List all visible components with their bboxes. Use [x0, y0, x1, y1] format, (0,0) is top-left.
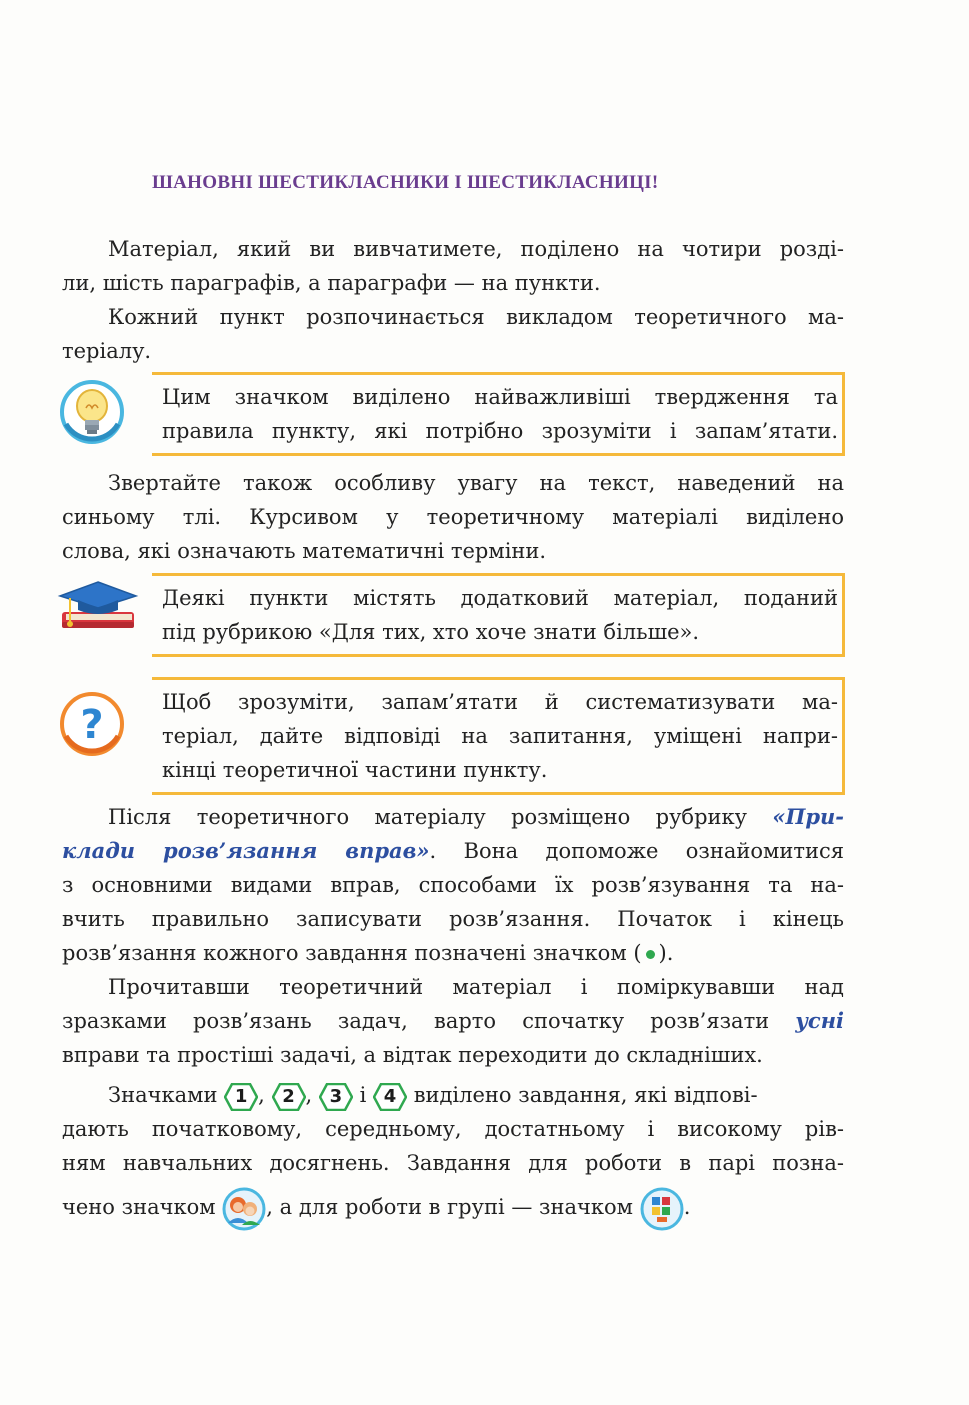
text-segment: і [359, 1083, 367, 1107]
oral-term: усні [795, 1008, 844, 1033]
svg-text:?: ? [80, 702, 104, 748]
rubric-title: «При- [772, 804, 844, 829]
paragraph-oral-exercises [62, 970, 844, 1072]
text-line: Деякі пункти містять додатковий матеріал, поданий [162, 586, 838, 610]
level-1-icon [224, 1083, 258, 1111]
text-segment: ). [658, 941, 674, 965]
graduation-cap-icon [56, 578, 140, 634]
text-segment: . Вона допоможе ознайомитися [429, 839, 844, 863]
text-segment: , [305, 1083, 313, 1107]
paragraph-theory [62, 300, 844, 368]
text-line [62, 834, 844, 868]
text-line: Прочитавши теоретичний матеріал і поміркувавши над [108, 975, 844, 999]
pair-work-icon [222, 1187, 266, 1231]
text-segment: чено значком [62, 1195, 216, 1219]
question-mark-icon [58, 690, 126, 758]
paragraph-examples [62, 800, 844, 970]
level-number: 3 [329, 1085, 343, 1107]
text-line: з основними видами вправ, способами їх розв’язування та на- [62, 873, 844, 897]
text-line: Щоб зрозуміти, запам’ятати й систематизувати ма- [162, 690, 838, 714]
text-line: Матеріал, який ви вивчатимете, поділено на чотири розді- [108, 237, 844, 261]
extra-material-box [152, 573, 845, 657]
text-line: ням навчальних досягнень. Завдання для роботи в парі позна- [62, 1151, 844, 1175]
text-line: правила пункту, які потрібно зрозуміти і запам’ятати. [162, 419, 838, 443]
text-segment: Після теоретичного матеріалу розміщено рубрику [108, 805, 773, 829]
paragraph-intro [62, 232, 844, 300]
text-line [62, 1004, 844, 1038]
green-dot-icon [646, 950, 655, 959]
text-line [62, 936, 844, 970]
text-line: дають початковому, середньому, достатньому і високому рів- [62, 1117, 844, 1141]
group-work-icon [640, 1187, 684, 1231]
text-segment: Значками [108, 1083, 218, 1107]
text-segment: зразками розв’язань задач, варто спочатку розв’язати [62, 1009, 796, 1033]
lightbulb-icon [58, 378, 126, 450]
level-number: 1 [234, 1085, 248, 1107]
text-segment: , а для роботи в групі — значком [266, 1195, 634, 1219]
level-number: 4 [383, 1085, 397, 1107]
text-line: вчить правильно записувати розв’язання. Початок і кінець [62, 907, 844, 931]
text-line: вправи та простіші задачі, а відтак переходити до складніших. [62, 1043, 763, 1067]
text-segment: розв’язання кожного завдання позначені значком ( [62, 941, 642, 965]
text-line: теріалу. [62, 339, 152, 363]
text-segment: виділено завдання, які відпові- [413, 1083, 758, 1107]
paragraph-blue-text [62, 466, 844, 568]
text-line: Кожний пункт розпочинається викладом теоретичного ма- [108, 305, 844, 329]
text-line: теріал, дайте відповіді на запитання, уміщені напри- [162, 724, 838, 748]
text-line [62, 800, 844, 834]
level-4-icon [373, 1083, 407, 1111]
text-segment: , [258, 1083, 265, 1107]
text-segment: . [683, 1195, 691, 1219]
text-line: під рубрикою «Для тих, хто хоче знати більше». [162, 620, 700, 644]
text-line [62, 1180, 844, 1234]
text-line: Звертайте також особливу увагу на текст, наведений на [108, 471, 844, 495]
level-2-icon [272, 1083, 306, 1111]
level-3-icon [319, 1083, 353, 1111]
level-number: 2 [282, 1085, 295, 1107]
text-line: Цим значком виділено найважливіші твердження та [162, 385, 838, 409]
text-line: слова, які означають математичні терміни. [62, 539, 547, 563]
questions-box [152, 677, 845, 795]
page-heading: ШАНОВНІ ШЕСТИКЛАСНИКИ І ШЕСТИКЛАСНИЦІ! [152, 172, 659, 193]
text-line: кінці теоретичної частини пункту. [162, 758, 548, 782]
text-line: ли, шість параграфів, а параграфи — на пункти. [62, 271, 601, 295]
text-line [62, 1078, 844, 1112]
rubric-title: клади розв’язання вправ» [62, 838, 430, 863]
paragraph-levels [62, 1078, 844, 1234]
text-line: синьому тлі. Курсивом у теоретичному матеріалі виділено [62, 505, 844, 529]
key-rules-box [152, 372, 845, 456]
